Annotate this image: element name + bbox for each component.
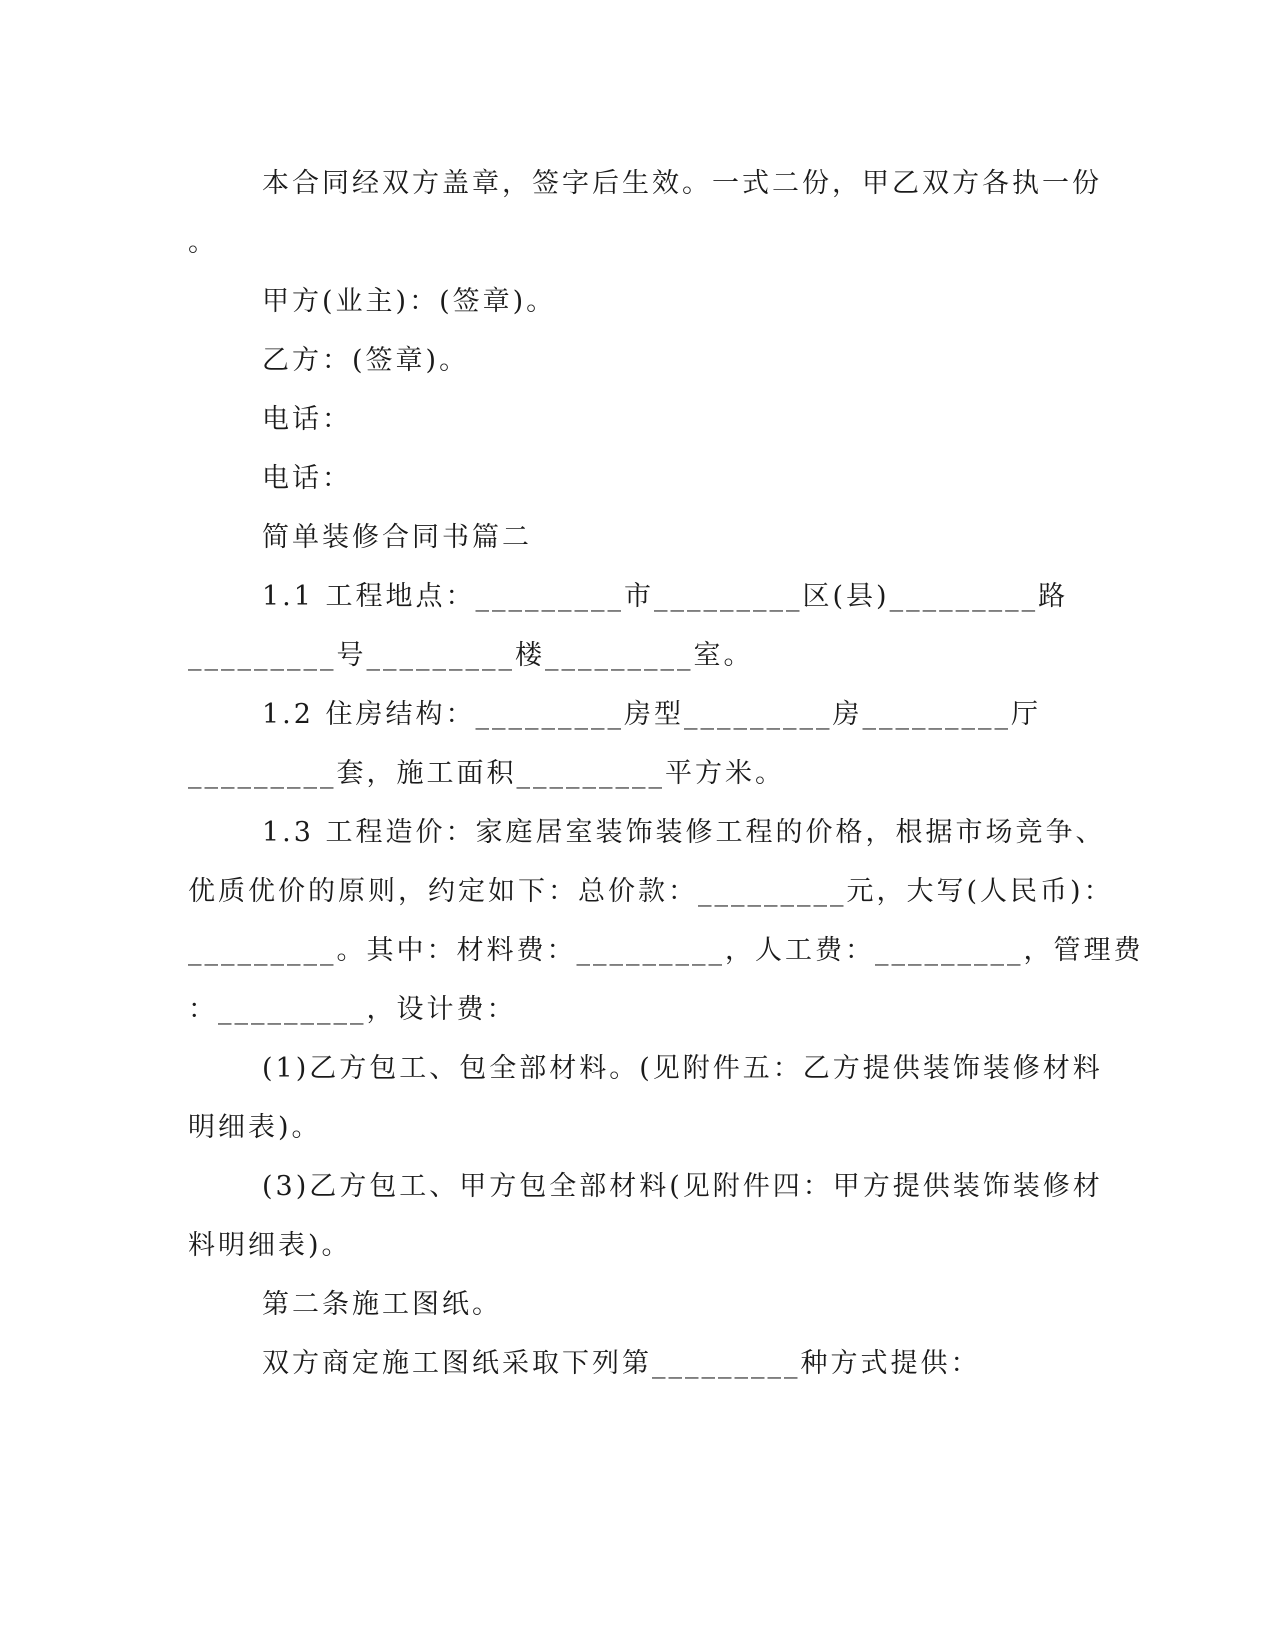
housing-structure-line-1: 1.2 住房结构：_________房型_________房_________厅 <box>262 699 1042 730</box>
party-a-phone: 电话： <box>262 404 352 435</box>
drawings-provision: 双方商定施工图纸采取下列第_________种方式提供： <box>262 1348 981 1379</box>
party-b-signature: 乙方：(签章)。 <box>262 345 470 376</box>
signing-clause-line-2: 。 <box>188 227 218 258</box>
project-cost-line-1: 1.3 工程造价：家庭居室装饰装修工程的价格，根据市场竞争、 <box>262 817 1106 848</box>
project-cost-line-2: 优质优价的原则，约定如下：总价款：_________元，大写(人民币)： <box>188 876 1114 907</box>
option-3-line-1: (3)乙方包工、甲方包全部材料(见附件四：甲方提供装饰装修材 <box>262 1171 1103 1202</box>
housing-structure-line-2: _________套，施工面积_________平方米。 <box>188 758 785 789</box>
signing-clause-line-1: 本合同经双方盖章，签字后生效。一式二份，甲乙双方各执一份 <box>262 168 1102 199</box>
project-location-line-2: _________号_________楼_________室。 <box>188 640 754 671</box>
option-1-line-2: 明细表)。 <box>188 1112 322 1143</box>
option-3-line-2: 料明细表)。 <box>188 1230 352 1261</box>
article-2-heading: 第二条施工图纸。 <box>262 1289 502 1320</box>
party-a-signature: 甲方(业主)：(签章)。 <box>262 286 557 317</box>
project-location-line-1: 1.1 工程地点：_________市_________区(县)_________路 <box>262 581 1069 612</box>
section-heading: 简单装修合同书篇二 <box>262 522 532 553</box>
project-cost-line-3: _________。其中：材料费：_________，人工费：_________，管理费 <box>188 935 1144 966</box>
project-cost-line-4: ：_________，设计费： <box>188 994 517 1025</box>
party-b-phone: 电话： <box>262 463 352 494</box>
option-1-line-1: (1)乙方包工、包全部材料。(见附件五：乙方提供装饰装修材料 <box>262 1053 1103 1084</box>
